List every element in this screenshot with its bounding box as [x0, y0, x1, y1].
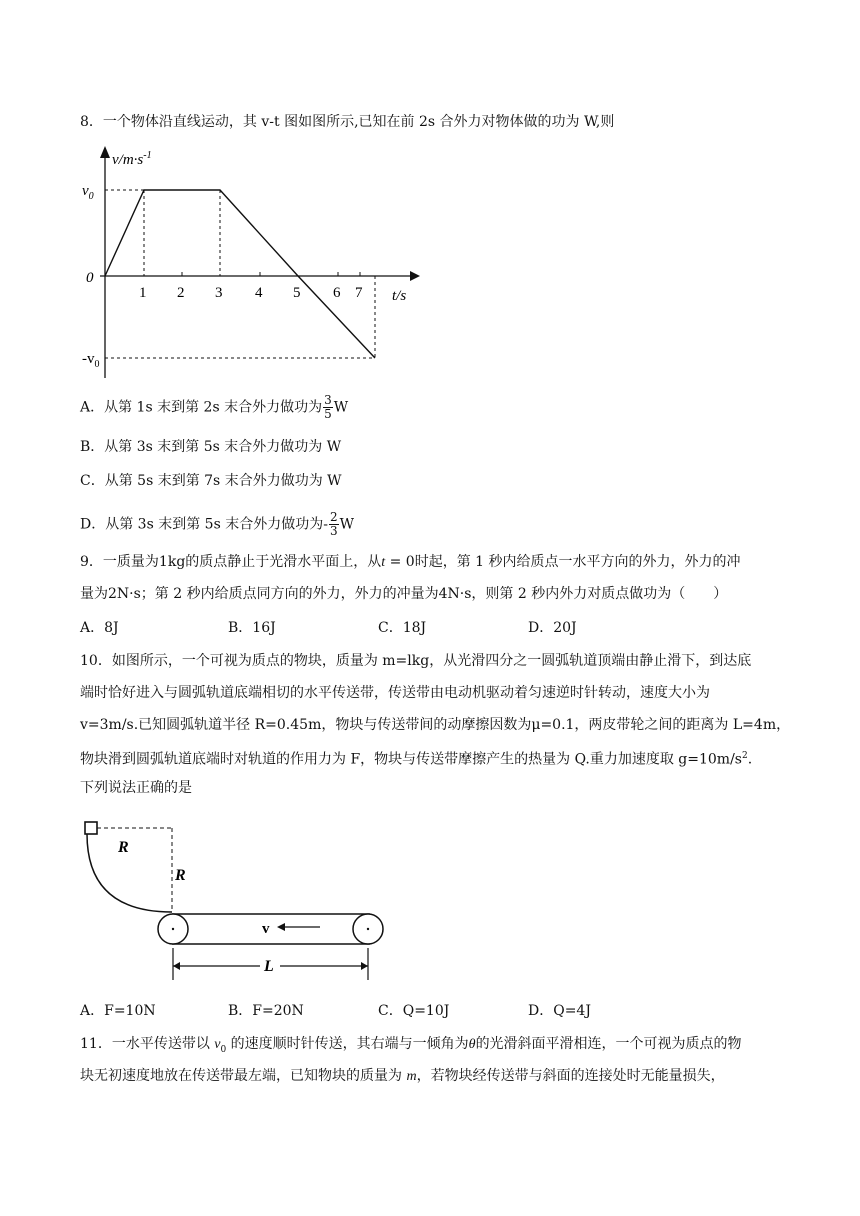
q9-option-c: C．18J: [378, 620, 427, 636]
q10-option-b: B．F=20N: [228, 1003, 304, 1019]
vt-line: [105, 190, 375, 358]
neg-v0-label: $-v_0$: [82, 351, 100, 370]
left-pulley-center: [172, 928, 174, 930]
q8-option-d: D．从第 3s 末到第 5s 末合外力做功为- $\frac{2}{3}$ W: [80, 510, 354, 538]
l-arrow-left: [173, 962, 180, 970]
tick-label-3: 3: [215, 285, 223, 301]
q10-line1: 10．如图所示，一个可视为质点的物块，质量为 m=lkg，从光滑四分之一圆弧轨道顶端由静止滑下，到达底: [80, 653, 752, 669]
tick-label-2: 2: [177, 285, 185, 301]
q8-option-c: C．从第 5s 末到第 7s 末合外力做功为 W: [80, 473, 342, 489]
q9-option-a: A．8J: [80, 620, 119, 636]
fraction-2-3: $\frac{2}{3}$: [329, 510, 338, 538]
q8-option-b: B．从第 3s 末到第 5s 末合外力做功为 W: [80, 439, 342, 455]
q11-line1: 11．一水平传送带以 $v_0$ 的速度顺时针传送，其右端与一倾角为θ的光滑斜面平滑相连，一个可视为质点的物: [80, 1036, 742, 1055]
y-axis-label: $v/m\cdot s^{-1}$: [112, 150, 152, 168]
q10-option-c: C．Q=10J: [378, 1003, 450, 1019]
vt-chart: [80, 142, 420, 378]
conveyor-figure: [80, 818, 400, 990]
origin-label: 0: [86, 270, 94, 286]
q11-line2: 块无初速度地放在传送带最左端，已知物块的质量为 m，若物块经传送带与斜面的连接处时无能量损失，: [80, 1068, 725, 1084]
tick-label-4: 4: [255, 285, 263, 301]
fraction-3-5: $\frac{3}{5}$: [324, 393, 332, 421]
l-label: L: [264, 958, 274, 975]
y-axis-arrow: [100, 146, 110, 158]
block: [85, 822, 97, 834]
q10-option-d: D．Q=4J: [528, 1003, 591, 1019]
q9-line1: 9．一质量为1kg的质点静止于光滑水平面上，从t = 0时起，第 1 秒内给质点一水平方向的外力，外力的冲: [80, 554, 741, 570]
q10-line3: v=3m/s.已知圆弧轨道半径 R=0.45m，物块与传送带间的动摩擦因数为μ=0.1，两皮带轮之间的距离为 L=4m，: [80, 717, 791, 733]
right-pulley-center: [367, 928, 369, 930]
q8-option-a: A．从第 1s 末到第 2s 末合外力做功为 $\frac{3}{5}$ W: [80, 393, 349, 421]
arc-track: [87, 834, 172, 912]
r-label-side: R: [175, 867, 186, 884]
tick-label-7: 7: [355, 285, 363, 301]
r-label-top: R: [118, 839, 129, 856]
q9-line2: 量为2N·s；第 2 秒内给质点同方向的外力，外力的冲量为4N·s，则第 2 秒内外力对质点做功为（ ）: [80, 586, 728, 602]
tick-label-5: 5: [293, 285, 301, 301]
tick-label-6: 6: [333, 285, 341, 301]
q9-option-d: D．20J: [528, 620, 577, 636]
q8-text: 8．一个物体沿直线运动，其 v-t 图如图所示,已知在前 2s 合外力对物体做的功为 W,则: [80, 114, 615, 130]
l-arrow-right: [361, 962, 368, 970]
v-label: v: [262, 921, 270, 937]
tick-label-1: 1: [139, 285, 147, 301]
q10-line2: 端时恰好进入与圆弧轨道底端相切的水平传送带，传送带由电动机驱动着匀速逆时针转动，速度大小为: [80, 685, 710, 701]
q9-option-b: B．16J: [228, 620, 276, 636]
x-axis-label: t/s: [392, 288, 407, 304]
q10-line5: 下列说法正确的是: [80, 780, 192, 796]
q10-line4: 物块滑到圆弧轨道底端时对轨道的作用力为 F，物块与传送带摩擦产生的热量为 Q.重力加速度取 $g=10m/s^2$.: [80, 751, 753, 768]
x-axis-arrow: [410, 271, 420, 281]
velocity-arrowhead: [277, 923, 285, 931]
v0-label: $v_0$: [82, 183, 94, 202]
q10-option-a: A．F=10N: [80, 1003, 156, 1019]
